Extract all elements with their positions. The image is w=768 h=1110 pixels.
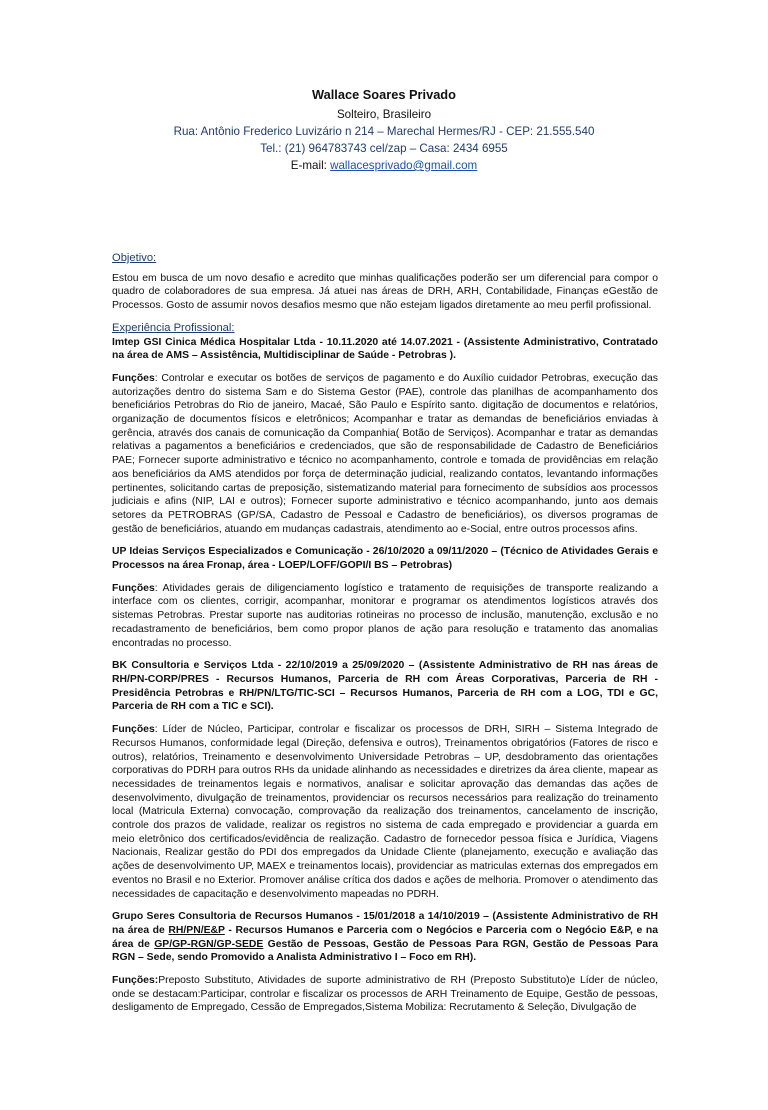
resume-page (0, 86, 768, 1110)
candidate-name: Wallace Soares Privado (312, 87, 456, 102)
experience-title: Experiência Profissional: (112, 321, 235, 334)
address: Rua: Antônio Frederico Luvizário n 214 – Marechal Hermes/RJ - CEP: 21.555.540 (173, 125, 595, 138)
job-heading: BK Consultoria e Serviços Ltda - 22/10/2019 a 25/09/2020 – (Assistente Administrativo de RH nas áreas de RH/PN-CORP/PRES - Recursos Humanos, Parceria de RH com Áreas Corporativas, Parceria de RH - Presidência Petrobras e RH/PN/LTG/TIC-SCI – Recursos Humanos, Parceria de RH com a LOG, TDI e GC, Parceria de RH com a TIC e SCI). (112, 660, 658, 713)
job-duties: Funções: Atividades gerais de diligenciamento logístico e tratamento de requisições de transporte realizando a interface com os clientes, corrigir, acompanhar, monitorar e programar os atendimentos logísticos através dos sistemas Petrobras. Prestar suporte nas auditorias rotineiras no processo de inclusão, manutenção, exclusão e no recadastramento de beneficiários, bem como propor planos de ação para resolução e tratamento das anomalias encontradas no processo. (112, 582, 658, 649)
job-duties: Funções: Controlar e executar os botões de serviços de pagamento e do Auxílio cuidador Petrobras, execução das autorizações dentro do sistema Sam e do Sistema Gestor (PAE), controle das planilhas de acompanhamento dos beneficiários Petrobras do Rio de janeiro, Macaé, São Paulo e Espírito santo. digitação de documentos e relatórios, organização de documentos físicos e eletrônicos; Acompanhar e tratar as demandas de beneficiários enviadas à gerência, através dos canais de comunicação da Companhia( Botão de Serviços). Acompanhar e tratar as demandas relativas a pagamentos a beneficiários e credenciados, que são de responsabilidade de Cadastro de Beneficiários PAE; Fornecer suporte administrativo e técnico no acompanhamento, controle e tomada de providências em relação aos beneficiários da AMS atendidos por força de determinação judicial, realizando contatos, levantando informações pertinentes, solicitando cartas de preposição, sistematizando material para fornecimento de subsídios aos processos judiciais e afins (NIP, LAI e outros); Fornecer suporte administrativo e técnico acompanhando, junto aos demais setores da PETROBRAS (GP/SA, Cadastro de Pessoal e Cadastro de beneficiários), os diversos programas de gestão de beneficiários, atuando em mudanças cadastrais, atendimento ao e-Social, entre outros processos afins. (112, 372, 658, 535)
resume-header (0, 86, 768, 174)
objective-title: Objetivo: (112, 252, 157, 264)
job-heading: Imtep GSI Cinica Médica Hospitalar Ltda - 10.11.2020 até 14.07.2021 - (Assistente Administrativo, Contratado na área de AMS – Assistência, Multidisciplinar de Saúde - Petrobras ). (112, 336, 658, 362)
civil-status: Solteiro, Brasileiro (336, 108, 432, 121)
job-duties: Funções:Preposto Substituto, Atividades de suporte administrativo de RH (Preposto Substituto)e Líder de núcleo, onde se destacam:Participar, controlar e fiscalizar os processos de ARH Treinamento de Equipe, Gestão de pessoas, desligamento de Empregado, Cessão de Empregados,Sistema Mobiliza: Recrutamento & Seleção, Divulgação de (112, 975, 658, 1014)
job-duties: Funções: Líder de Núcleo, Participar, controlar e fiscalizar os processos de DRH, SIRH – Sistema Integrado de Recursos Humanos, conformidade legal (Direção, defensiva e outros), Treinamentos obrigatórios (Fatores de risco e outros), relatórios, Treinamento e desenvolvimento Universidade Petrobras – UP, desdobramento das orientações corporativas do PDRH para outros RHs da unidade alinhando as necessidades e diretrizes da área cliente, mapear as necessidades de treinamentos legais e normativos, analisar e solicitar aprovação das demandas das ações de desenvolvimento, divulgação de treinamentos, providenciar os recursos necessários para realização do treinamento local (Matricula Externa) convocação, comprovação da realização dos treinamentos, cancelamento de inscrição, controle dos prazos de validade, realizar os registros no sistema de cada empregado e providenciar a guarda em meio eletrônico dos certificados/evidência de realização. Cadastro de fornecedor pessoa física e Jurídica, Viagens Nacionais, Realizar gestão do PDI dos empregados da Unidade Cliente (planejamento, execução e avaliação das ações de desenvolvimento UP, MAEX e treinamentos locais), providenciar as matriculas externas dos empregados em eventos no Brasil e no Exterior. Promover análise crítica dos dados e ações de melhoria. Promover o atendimento das necessidades de capacitação e desenvolvimento mapeadas no PDRH. (112, 724, 658, 900)
phone: Tel.: (21) 964783743 cel/zap – Casa: 2434 6955 (260, 142, 508, 155)
objective-text: Estou em busca de um novo desafio e acredito que minhas qualificações poderão ser um diferencial para compor o quadro de colaboradores de sua empresa. Já atuei nas áreas de DRH, ARH, Contabilidade, Finanças eGestão de Processos. Gosto de assumir novos desafios mesmo que não estejam ligados diretamente ao meu perfil profissional. (112, 272, 658, 312)
resume-body (112, 252, 658, 1015)
job-heading: UP Ideias Serviços Especializados e Comunicação - 26/10/2020 a 09/11/2020 – (Técnico de Atividades Gerais e Processos na área Fronap, área - LOEP/LOFF/GOPI/I BS – Petrobras) (112, 546, 658, 572)
email-line (0, 157, 768, 174)
job-heading: Grupo Seres Consultoria de Recursos Humanos - 15/01/2018 a 14/10/2019 – (Assistente Administrativo de RH na área de RH/PN/E&P - Recursos Humanos e Parceria com o Negócios e Parceria com o Negócio E&P, e na área de GP/GP-RGN/GP-SEDE Gestão de Pessoas, Gestão de Pessoas Para RGN, Gestão de Pessoas Para RGN – Sede, sendo Promovido a Analista Administrativo I – Foco em RH). (112, 911, 658, 964)
email-link[interactable]: wallacesprivado@gmail.com (330, 159, 478, 172)
email-label: E-mail: (290, 159, 327, 172)
